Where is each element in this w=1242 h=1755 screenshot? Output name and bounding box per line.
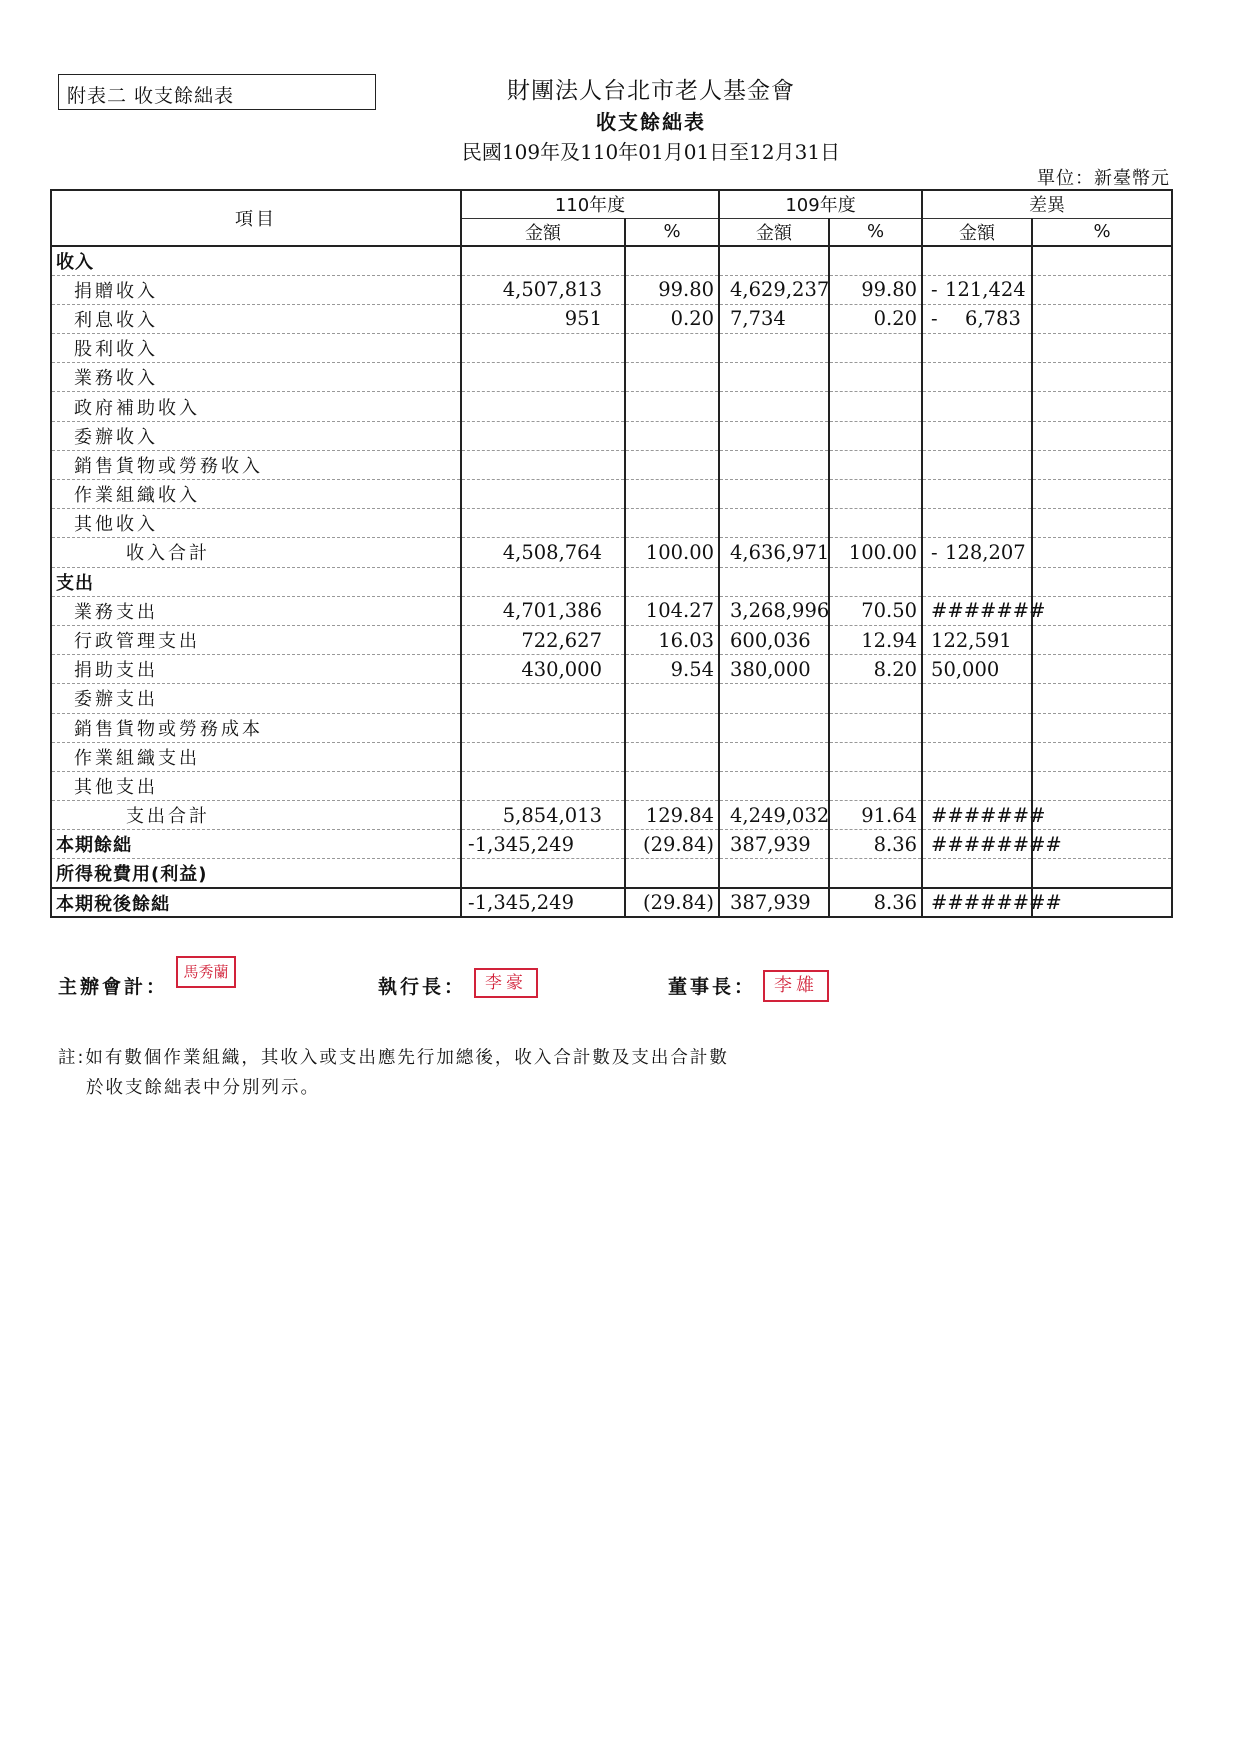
year1-amount (461, 596, 625, 625)
row-label: 本期餘絀 (51, 830, 461, 859)
year2-amount: 4,636,971 (719, 538, 829, 567)
year1-pct (625, 859, 719, 888)
year1-pct (625, 392, 719, 421)
year2-pct: 99.80 (829, 275, 922, 304)
year1-amount (461, 888, 625, 917)
year1-amount (461, 450, 625, 479)
diff-pct (1032, 771, 1172, 800)
diff-amount-value: 121,424 (945, 278, 1026, 302)
diff-pct (1032, 801, 1172, 830)
year1-pct (625, 567, 719, 596)
col-year2-header: 109年度 (719, 190, 922, 218)
table-row (51, 509, 1172, 538)
year2-pct (829, 742, 922, 771)
diff-amount-value: ####### (931, 599, 1046, 623)
diff-pct (1032, 538, 1172, 567)
row-label: 所得稅費用(利益) (51, 859, 461, 888)
year1-amount (461, 275, 625, 304)
table-row (51, 480, 1172, 509)
year1-amount-value: 4,507,813 (502, 278, 602, 302)
year2-amount (719, 392, 829, 421)
table-row (51, 538, 1172, 567)
col-year1-amount: 金額 (461, 218, 625, 246)
year2-amount: 600,036 (719, 625, 829, 654)
year1-amount (461, 684, 625, 713)
year1-amount (461, 509, 625, 538)
year1-pct (625, 363, 719, 392)
diff-amount-value: ######## (931, 832, 1062, 856)
year1-pct (625, 421, 719, 450)
diff-amount-value: 6,783 (965, 307, 1021, 331)
year2-amount (719, 480, 829, 509)
header-row-1 (51, 190, 1172, 218)
unit-label: 單位：新臺幣元 (1037, 168, 1170, 189)
row-label: 行政管理支出 (51, 625, 461, 654)
year1-amount (461, 655, 625, 684)
row-label: 其他支出 (51, 771, 461, 800)
year2-amount (719, 334, 829, 363)
year2-pct (829, 392, 922, 421)
table-row (51, 888, 1172, 917)
diff-pct (1032, 304, 1172, 333)
row-label: 本期稅後餘絀 (51, 888, 461, 917)
document-title: 收支餘絀表 (596, 110, 706, 134)
year1-amount (461, 859, 625, 888)
diff-amount (922, 859, 1032, 888)
year2-amount: 387,939 (719, 830, 829, 859)
row-label: 捐贈收入 (51, 275, 461, 304)
minus-sign: - (931, 307, 938, 331)
year2-amount (719, 713, 829, 742)
table-row (51, 567, 1172, 596)
diff-amount (922, 304, 1032, 333)
year2-pct: 0.20 (829, 304, 922, 333)
diff-pct (1032, 655, 1172, 684)
diff-amount (922, 713, 1032, 742)
year1-pct (625, 771, 719, 800)
table-row (51, 684, 1172, 713)
diff-pct (1032, 713, 1172, 742)
diff-amount (922, 684, 1032, 713)
accountant-seal: 馬秀蘭 (176, 956, 236, 988)
year2-amount: 4,629,237 (719, 275, 829, 304)
col-year2-amount: 金額 (719, 218, 829, 246)
year1-amount-value: 1,345,249 (474, 891, 574, 915)
year2-pct (829, 450, 922, 479)
year2-pct: 100.00 (829, 538, 922, 567)
year1-amount (461, 392, 625, 421)
diff-pct (1032, 742, 1172, 771)
year1-amount (461, 304, 625, 333)
minus-sign: - (468, 832, 475, 856)
diff-pct (1032, 334, 1172, 363)
diff-amount (922, 246, 1032, 275)
row-label: 銷售貨物或勞務收入 (51, 450, 461, 479)
year2-pct (829, 246, 922, 275)
year1-amount (461, 480, 625, 509)
year2-amount (719, 684, 829, 713)
year2-pct (829, 480, 922, 509)
year1-amount (461, 742, 625, 771)
diff-amount (922, 421, 1032, 450)
diff-pct (1032, 596, 1172, 625)
year2-amount (719, 742, 829, 771)
year1-amount (461, 713, 625, 742)
year1-pct: 16.03 (625, 625, 719, 654)
table-row (51, 334, 1172, 363)
year1-pct (625, 246, 719, 275)
footnote (58, 1043, 729, 1103)
diff-amount (922, 625, 1032, 654)
row-label: 委辦收入 (51, 421, 461, 450)
attachment-tag: 附表二 收支餘絀表 (58, 74, 376, 110)
table-row (51, 421, 1172, 450)
year1-amount-value: 1,345,249 (474, 832, 574, 856)
col-diff-header: 差異 (922, 190, 1172, 218)
year2-amount: 7,734 (719, 304, 829, 333)
diff-pct (1032, 246, 1172, 275)
row-label: 作業組織支出 (51, 742, 461, 771)
diff-amount (922, 567, 1032, 596)
table-row (51, 655, 1172, 684)
row-label: 業務支出 (51, 596, 461, 625)
year1-pct (625, 509, 719, 538)
diff-pct (1032, 392, 1172, 421)
diff-amount (922, 801, 1046, 830)
period-line: 民國109年及110年01月01日至12月31日 (461, 140, 841, 164)
col-diff-pct: % (1032, 218, 1172, 246)
year1-pct: (29.84) (625, 888, 719, 917)
year1-amount-value: 951 (564, 307, 602, 331)
diff-amount-value: 50,000 (931, 657, 1000, 681)
row-label: 捐助支出 (51, 655, 461, 684)
row-label: 作業組織收入 (51, 480, 461, 509)
year2-pct (829, 771, 922, 800)
diff-amount-value: ####### (931, 803, 1046, 827)
year1-pct (625, 450, 719, 479)
table-row (51, 742, 1172, 771)
row-label: 支出 (51, 567, 461, 596)
table-row (51, 625, 1172, 654)
diff-amount (922, 450, 1032, 479)
year2-amount: 380,000 (719, 655, 829, 684)
minus-sign: - (931, 278, 938, 302)
diff-pct (1032, 567, 1172, 596)
diff-amount (922, 334, 1032, 363)
minus-sign: - (468, 891, 475, 915)
year1-amount (461, 567, 625, 596)
col-year2-pct: % (829, 218, 922, 246)
year2-pct: 8.36 (829, 888, 922, 917)
table-row (51, 246, 1172, 275)
row-label: 利息收入 (51, 304, 461, 333)
year2-pct (829, 713, 922, 742)
diff-amount-value: ######## (931, 891, 1062, 915)
year2-pct (829, 859, 922, 888)
diff-pct (1032, 450, 1172, 479)
year1-pct (625, 742, 719, 771)
year2-amount (719, 246, 829, 275)
year2-amount (719, 771, 829, 800)
ceo-label: 執行長： (378, 976, 467, 998)
year1-amount-value: 722,627 (521, 628, 602, 652)
table-row (51, 801, 1172, 830)
diff-amount (922, 509, 1032, 538)
year1-amount (461, 801, 625, 830)
year2-pct (829, 567, 922, 596)
table-row (51, 859, 1172, 888)
year2-pct (829, 509, 922, 538)
row-label: 其他收入 (51, 509, 461, 538)
year2-amount (719, 859, 829, 888)
row-label: 股利收入 (51, 334, 461, 363)
footnote-line-1: 註:如有數個作業組織，其收入或支出應先行加總後，收入合計數及支出合計數 (58, 1048, 729, 1068)
year2-pct (829, 334, 922, 363)
year1-amount-value: 430,000 (521, 657, 602, 681)
year2-pct: 70.50 (829, 596, 922, 625)
diff-pct (1032, 480, 1172, 509)
diff-amount (922, 655, 1032, 684)
table-row (51, 392, 1172, 421)
year1-amount (461, 538, 625, 567)
diff-amount (922, 596, 1046, 625)
accountant-label: 主辦會計： (58, 976, 169, 998)
year2-amount (719, 509, 829, 538)
year2-pct (829, 363, 922, 392)
year1-amount (461, 363, 625, 392)
col-year1-pct: % (625, 218, 719, 246)
year1-amount (461, 625, 625, 654)
row-label: 支出合計 (51, 801, 461, 830)
year1-pct (625, 480, 719, 509)
year1-amount-value: 5,854,013 (502, 803, 602, 827)
table-row (51, 713, 1172, 742)
income-expense-table (50, 189, 1173, 918)
diff-pct (1032, 509, 1172, 538)
year1-pct (625, 713, 719, 742)
year2-pct (829, 684, 922, 713)
diff-pct (1032, 684, 1172, 713)
diff-pct (1032, 859, 1172, 888)
year1-amount (461, 246, 625, 275)
table-row (51, 771, 1172, 800)
year1-amount (461, 334, 625, 363)
year2-pct: 8.36 (829, 830, 922, 859)
chair-label: 董事長： (668, 976, 757, 998)
diff-amount (922, 771, 1032, 800)
year2-amount: 387,939 (719, 888, 829, 917)
table-row (51, 304, 1172, 333)
diff-pct (1032, 421, 1172, 450)
chair-seal: 李雄 (763, 970, 829, 1002)
table-row (51, 450, 1172, 479)
year1-amount (461, 771, 625, 800)
year2-amount: 3,268,996 (719, 596, 829, 625)
organization-title: 財團法人台北市老人基金會 (507, 78, 795, 104)
minus-sign: - (931, 540, 938, 564)
diff-amount-value: 128,207 (945, 540, 1026, 564)
year1-pct: 99.80 (625, 275, 719, 304)
row-label: 收入 (51, 246, 461, 275)
row-label: 業務收入 (51, 363, 461, 392)
year1-pct: 129.84 (625, 801, 719, 830)
row-label: 銷售貨物或勞務成本 (51, 713, 461, 742)
diff-amount (922, 538, 1032, 567)
year2-amount (719, 421, 829, 450)
diff-amount-value: 122,591 (931, 628, 1012, 652)
year1-pct: (29.84) (625, 830, 719, 859)
table-row (51, 830, 1172, 859)
year1-pct: 0.20 (625, 304, 719, 333)
year1-amount-value: 4,508,764 (502, 540, 602, 564)
year1-amount (461, 421, 625, 450)
diff-amount (922, 392, 1032, 421)
col-year1-header: 110年度 (461, 190, 719, 218)
year2-pct (829, 421, 922, 450)
diff-pct (1032, 275, 1172, 304)
ceo-seal: 李豪 (474, 968, 538, 998)
table-row (51, 363, 1172, 392)
diff-amount (922, 275, 1032, 304)
year1-pct: 9.54 (625, 655, 719, 684)
row-label: 委辦支出 (51, 684, 461, 713)
table-row (51, 275, 1172, 304)
year2-pct: 12.94 (829, 625, 922, 654)
diff-amount (922, 742, 1032, 771)
table-row (51, 596, 1172, 625)
diff-amount (922, 888, 1062, 917)
col-item-header: 項目 (51, 190, 461, 246)
col-diff-amount: 金額 (922, 218, 1032, 246)
diff-amount (922, 480, 1032, 509)
year2-amount (719, 450, 829, 479)
year1-pct: 100.00 (625, 538, 719, 567)
year2-pct: 8.20 (829, 655, 922, 684)
diff-amount (922, 830, 1062, 859)
year1-amount-value: 4,701,386 (502, 599, 602, 623)
year2-amount (719, 567, 829, 596)
year2-amount: 4,249,032 (719, 801, 829, 830)
row-label: 收入合計 (51, 538, 461, 567)
year2-amount (719, 363, 829, 392)
diff-pct (1032, 625, 1172, 654)
diff-amount (922, 363, 1032, 392)
year1-amount (461, 830, 625, 859)
row-label: 政府補助收入 (51, 392, 461, 421)
diff-pct (1032, 363, 1172, 392)
year1-pct (625, 334, 719, 363)
footnote-line-2: 於收支餘絀表中分別列示。 (86, 1078, 320, 1098)
year2-pct: 91.64 (829, 801, 922, 830)
year1-pct: 104.27 (625, 596, 719, 625)
year1-pct (625, 684, 719, 713)
